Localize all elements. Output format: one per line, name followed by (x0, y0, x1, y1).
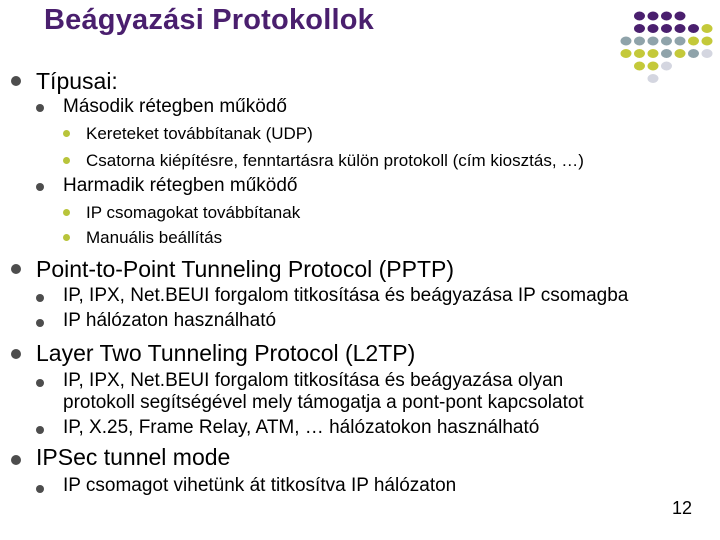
bullet-level2 (36, 485, 44, 493)
bullet-level1 (11, 76, 21, 86)
decorative-dot (702, 24, 713, 33)
decorative-dot (702, 37, 713, 46)
decorative-dot (634, 37, 645, 46)
bullet-level3 (63, 157, 70, 164)
decorative-dot (675, 37, 686, 46)
bullet-level2 (36, 104, 44, 112)
slide-title: Beágyazási Protokollok (44, 4, 374, 36)
page-number: 12 (672, 498, 693, 518)
decorative-dot (648, 37, 659, 46)
bullet-level3 (63, 234, 70, 241)
decorative-dot (675, 24, 686, 33)
list-item-level3: IP csomagokat továbbítanak (86, 203, 301, 222)
list-item-level2: Harmadik rétegben működő (63, 175, 298, 196)
decorative-dot (648, 62, 659, 71)
bullet-level2 (36, 426, 44, 434)
decorative-dot (648, 49, 659, 58)
decorative-dot (661, 62, 672, 71)
bullet-level2 (36, 183, 44, 191)
list-item-level1: Típusai: (36, 68, 118, 94)
list-item-level2: IP csomagot vihetünk át titkosítva IP hálózaton (63, 475, 457, 496)
decorative-dot (648, 12, 659, 21)
bullet-level3 (63, 209, 70, 216)
list-item-level2: Második rétegben működő (63, 96, 287, 117)
decorative-dot (688, 49, 699, 58)
list-item-level2: IP, IPX, Net.BEUI forgalom titkosítása és beágyazása olyan (63, 370, 564, 391)
decorative-dot (634, 24, 645, 33)
list-item-level1: IPSec tunnel mode (36, 444, 231, 470)
decorative-dot (634, 62, 645, 71)
bullet-level1 (11, 455, 21, 465)
decorative-dot (648, 74, 659, 83)
decorative-dot (661, 37, 672, 46)
decorative-dot (688, 24, 699, 33)
decorative-dot (621, 37, 632, 46)
decorative-dot (634, 49, 645, 58)
list-item-level1: Layer Two Tunneling Protocol (L2TP) (36, 340, 416, 366)
decorative-dot (675, 12, 686, 21)
list-item-level2: IP, X.25, Frame Relay, ATM, … hálózatokon használható (63, 417, 540, 438)
bullet-level1 (11, 264, 21, 274)
decorative-dot (675, 49, 686, 58)
list-item-level3: Kereteket továbbítanak (UDP) (86, 124, 313, 143)
bullet-level3 (63, 130, 70, 137)
bullet-level2 (36, 319, 44, 327)
decorative-dot (621, 49, 632, 58)
decorative-dot (661, 12, 672, 21)
decorative-dot (661, 24, 672, 33)
decorative-dot (634, 12, 645, 21)
list-item-level3: Manuális beállítás (86, 228, 223, 247)
decorative-dot (688, 37, 699, 46)
bullet-level1 (11, 349, 21, 359)
bullet-level2 (36, 379, 44, 387)
decorative-dot (648, 24, 659, 33)
list-item-level2: IP, IPX, Net.BEUI forgalom titkosítása és beágyazása IP csomagba (63, 285, 629, 306)
list-item-level2-continuation: protokoll segítségével mely támogatja a pont-pont kapcsolatot (63, 392, 584, 413)
bullet-level2 (36, 294, 44, 302)
list-item-level1: Point-to-Point Tunneling Protocol (PPTP) (36, 256, 455, 282)
decorative-dots (620, 10, 720, 85)
decorative-dot (702, 49, 713, 58)
list-item-level2: IP hálózaton használható (63, 310, 277, 331)
list-item-level3: Csatorna kiépítésre, fenntartásra külön protokoll (cím kiosztás, …) (86, 151, 584, 170)
decorative-dot (661, 49, 672, 58)
